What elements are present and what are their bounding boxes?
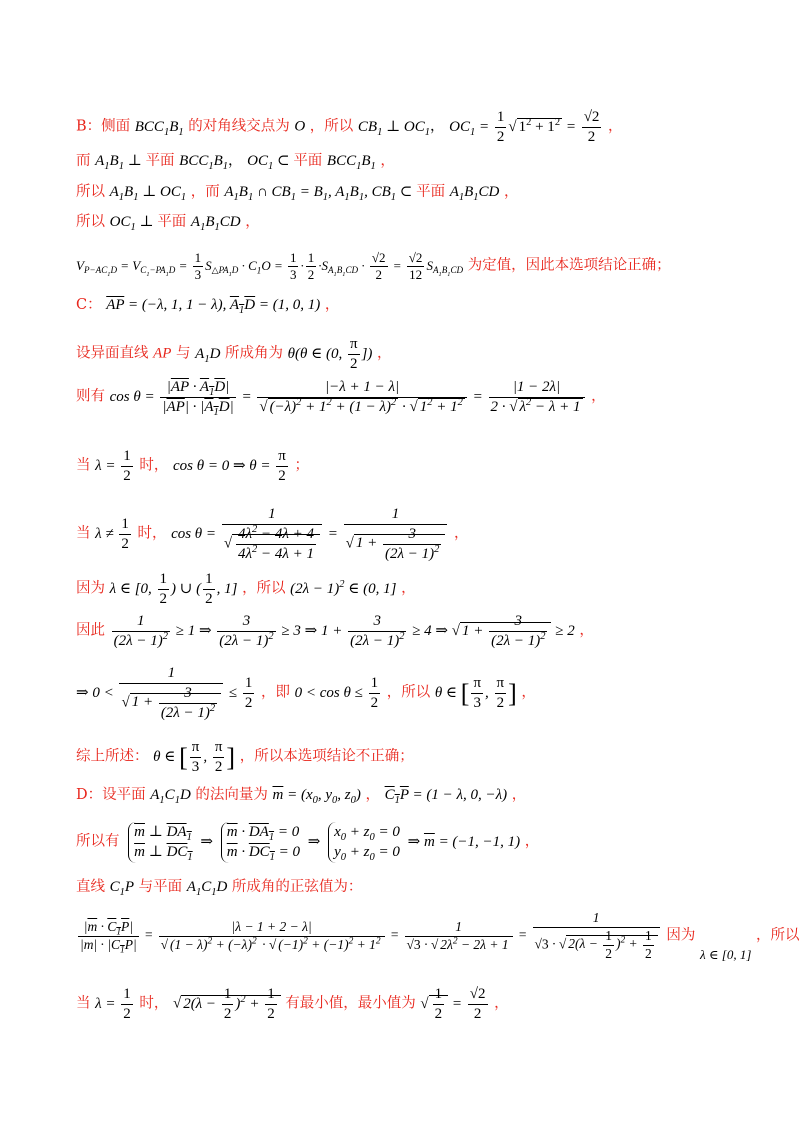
text: 与平面 <box>138 879 183 895</box>
text: 因为 <box>76 580 105 597</box>
line-14: 综上所述： θ ∈ [ $\frac{\pi}{3}$ , $\frac{\pi}{2}$ ] ，所以本选项结论不正确； <box>76 739 414 775</box>
line-11: 因为 λ ∈ [0, $\frac{1}{2}$ ) ∪ ( $\frac{1}{2}$ , 1] ，所以 $(2\lambda - 1)^2$ ∈ (0, 1] ， <box>76 571 416 607</box>
text: 平面 <box>145 153 175 169</box>
text: ， <box>401 580 416 597</box>
text: ， <box>380 153 395 169</box>
text: C： <box>76 297 102 313</box>
line-15: D：设平面 $A_1C_1D$ 的法向量为 $\overline{m} = (x_0$, $y_0$, $z_0$) ， $C_1P = (1 - \lambda$, 0, −λ) ， <box>76 787 527 806</box>
text: 所以 <box>76 214 105 230</box>
line-12: 因此 $\frac{1}{(2\lambda - 1)^2}$ ≥ 1 ⇒ $\frac{3}{(2\lambda - 1)^2}$ ≥ 3 ⇒ 1 + $\frac{3}{(2\lambda - 1)^2}$ ≥ 4 ⇒ √ 1 + $\frac{3}{(2\lambda - 1)^2}$ ≥ 2 ， <box>76 613 594 649</box>
text: 平面 <box>416 184 446 200</box>
line-16: 所以有 $\overline{m}$ ⊥ $DA_1$ $\overline{m}$ ⊥ $DC_1$ ⇒ $\overline{m} \cdot DA_1 = 0$ $\overline{m} \cdot DC_1 = 0$ ⇒ $x_0 + z_0 = 0$ $y_0 + z_0 = 0$ ⇒ $\overline{m} = (-1$, −1, 1) ， <box>76 824 540 864</box>
text: ， <box>377 345 392 362</box>
text: 所成角的正弦值为： <box>231 879 363 895</box>
text: ； <box>294 457 309 474</box>
text: 与 <box>176 345 191 362</box>
text: ， <box>494 995 509 1012</box>
line-10: 当 λ ≠ $\frac{1}{2}$ 时， cos θ = 1 √ $\frac{4\lambda^2 - 4\lambda + 4}{4\lambda^2 - 4\lambda + 1}$ = 1 √ 1 + $\frac{3}{(2\lambda - 1)^2}$ ， <box>76 506 469 562</box>
line-19: 当 λ = $\frac{1}{2}$ 时， √ 2(λ − $\frac{1}{2}$ )$^2$ + $\frac{1}{2}$ 有最小值，最小值为 √ $\frac{1}{2}$ = $\frac{√2}{2}$ ， <box>76 986 509 1022</box>
text: ，即 <box>261 684 291 701</box>
text: ， <box>511 787 527 803</box>
text: 有最小值，最小值为 <box>285 995 416 1012</box>
text: ， <box>608 118 623 135</box>
line-3: 所以 $A_1B_1$ ⊥ $OC_1$ ，而 $A_1B_1$ ∩ $CB_1 = B_1$, $A_1B_1$, $CB_1$ ⊂ 平面 $A_1B_1CD$ ， <box>76 184 519 203</box>
text: ， <box>454 525 469 542</box>
text: 平面 <box>293 153 323 169</box>
text: 因此 <box>76 622 105 639</box>
text: 时， <box>137 525 167 542</box>
text: 所成角为 <box>225 345 284 362</box>
text: 当 <box>76 457 91 474</box>
text: 时， <box>139 995 169 1012</box>
line-4: 所以 $OC_1$ ⊥ 平面 $A_1B_1CD$ ， <box>76 214 260 233</box>
line-17: 直线 $C_1P$ 与平面 $A_1C_1D$ 所成角的正弦值为： <box>76 879 363 898</box>
text: 因为 <box>666 927 696 944</box>
text: 时， <box>139 457 169 474</box>
text: ， <box>504 184 519 200</box>
text: 平面 <box>157 214 187 230</box>
text: 所以 <box>76 184 105 200</box>
text: ， <box>591 388 606 405</box>
text: 为定值，因此本选项结论正确； <box>467 257 671 274</box>
line-7: 设异面直线 AP 与 $A_1D$ 所成角为 θ(θ ∈ (0, $\frac{\pi}{2}$ ]) ， <box>76 336 392 372</box>
text: 当 <box>76 525 91 542</box>
text: 当 <box>76 995 91 1012</box>
line-2: 而 $A_1B_1$ ⊥ 平面 $BCC_1B_1$， $OC_1$ ⊂ 平面 $BCC_1B_1$ ， <box>76 153 395 172</box>
line-5: $V_{P-AC_1D} = V_{C_1-PA_1D}$ = $\frac{1}{3}$ $S_{\triangle PA_1D} \cdot C_1O$ = $\frac{1}{3}$ · $\frac{1}{2}$ $\cdot S_{A_1B_1CD}$ · $\frac{√2}{2}$ = $\frac{√2}{12}$ $S_{A_1B_1CD}$ 为定值，因此本选项结论正确； <box>76 250 671 283</box>
text: ， <box>245 214 260 230</box>
text: ， <box>324 297 340 313</box>
text: ，所以 <box>309 118 354 135</box>
text: 的法向量为 <box>195 787 268 803</box>
text: ， <box>524 833 540 850</box>
text: 综上所述： <box>76 748 149 765</box>
line-18: $\frac{|\overline{m} \cdot C_1P|}{|\overline{m}| \cdot |C_1P|}$ = $\frac{|\lambda - 1 + 2 - \lambda|}{√ (1 - \lambda)^2 + (-\lambda)^2 \cdot √ (-1)^2 + (-1)^2 + 1^2}$ = $\frac{1}{√3 \cdot √ 2\lambda^2 - 2\lambda + 1}$ = 1 √3 · √ 2(λ − $\frac{1}{2}$ )$^2$ + $\frac{1}{2}$ 因为 λ ∈ [0, 1] ，所以 <box>80 910 800 963</box>
text: 直线 <box>76 879 105 895</box>
line-13: ⇒ 0 < 1 √ 1 + $\frac{3}{(2\lambda - 1)^2}$ ≤ $\frac{1}{2}$ ，即 0 < cos θ ≤ $\frac{1}{2}$ ，所以 θ ∈ [ $\frac{\pi}{3}$ , $\frac{\pi}{2}$ ] ， <box>76 665 536 721</box>
text: 所以有 <box>76 833 120 850</box>
text: ，所以 <box>755 927 800 944</box>
text: 的对角线交点为 <box>188 118 290 135</box>
text: ，所以 <box>386 684 431 701</box>
text: ， <box>579 622 594 639</box>
text: ，所以 <box>242 580 286 597</box>
text: 而 <box>76 153 91 169</box>
line-6: C： $\overline{AP} = (-\lambda$, 1, 1 − λ), $A_1D = (1$, 0, 1) ， <box>76 297 340 316</box>
text: ， <box>521 684 536 701</box>
text: AP <box>153 345 172 362</box>
text: ，所以本选项结论不正确； <box>239 748 414 765</box>
text: B：侧面 <box>76 118 131 135</box>
text: 设异面直线 <box>76 345 149 362</box>
line-9: 当 λ = $\frac{1}{2}$ 时， cos θ = 0 ⇒ θ = $\frac{\pi}{2}$ ； <box>76 448 309 484</box>
line-1: B：侧面 $BCC_1B_1$ 的对角线交点为 O ，所以 $CB_1$ ⊥ $OC_1$， $OC_1$ = $\frac{1}{2}$ √ $1^2 + 1^2$ = $\frac{√2}{2}$ ， <box>76 109 623 145</box>
text: 则有 <box>76 388 105 405</box>
text: ， <box>365 787 380 803</box>
line-8: 则有 cos θ = $\frac{|\overline{AP} \cdot A_1D|}{|\overline{AP}| \cdot |A_1D|}$ = $\frac{|-\lambda + 1 - \lambda|}{√ (-\lambda)^2 + 1^2 + (1 - \lambda)^2 \cdot √ 1^2 + 1^2}$ = $\frac{|1 - 2\lambda|}{2 \cdot √ \lambda^2 - \lambda + 1}$ ， <box>76 379 606 418</box>
text: D：设平面 <box>76 787 146 803</box>
text: ，而 <box>190 184 220 200</box>
